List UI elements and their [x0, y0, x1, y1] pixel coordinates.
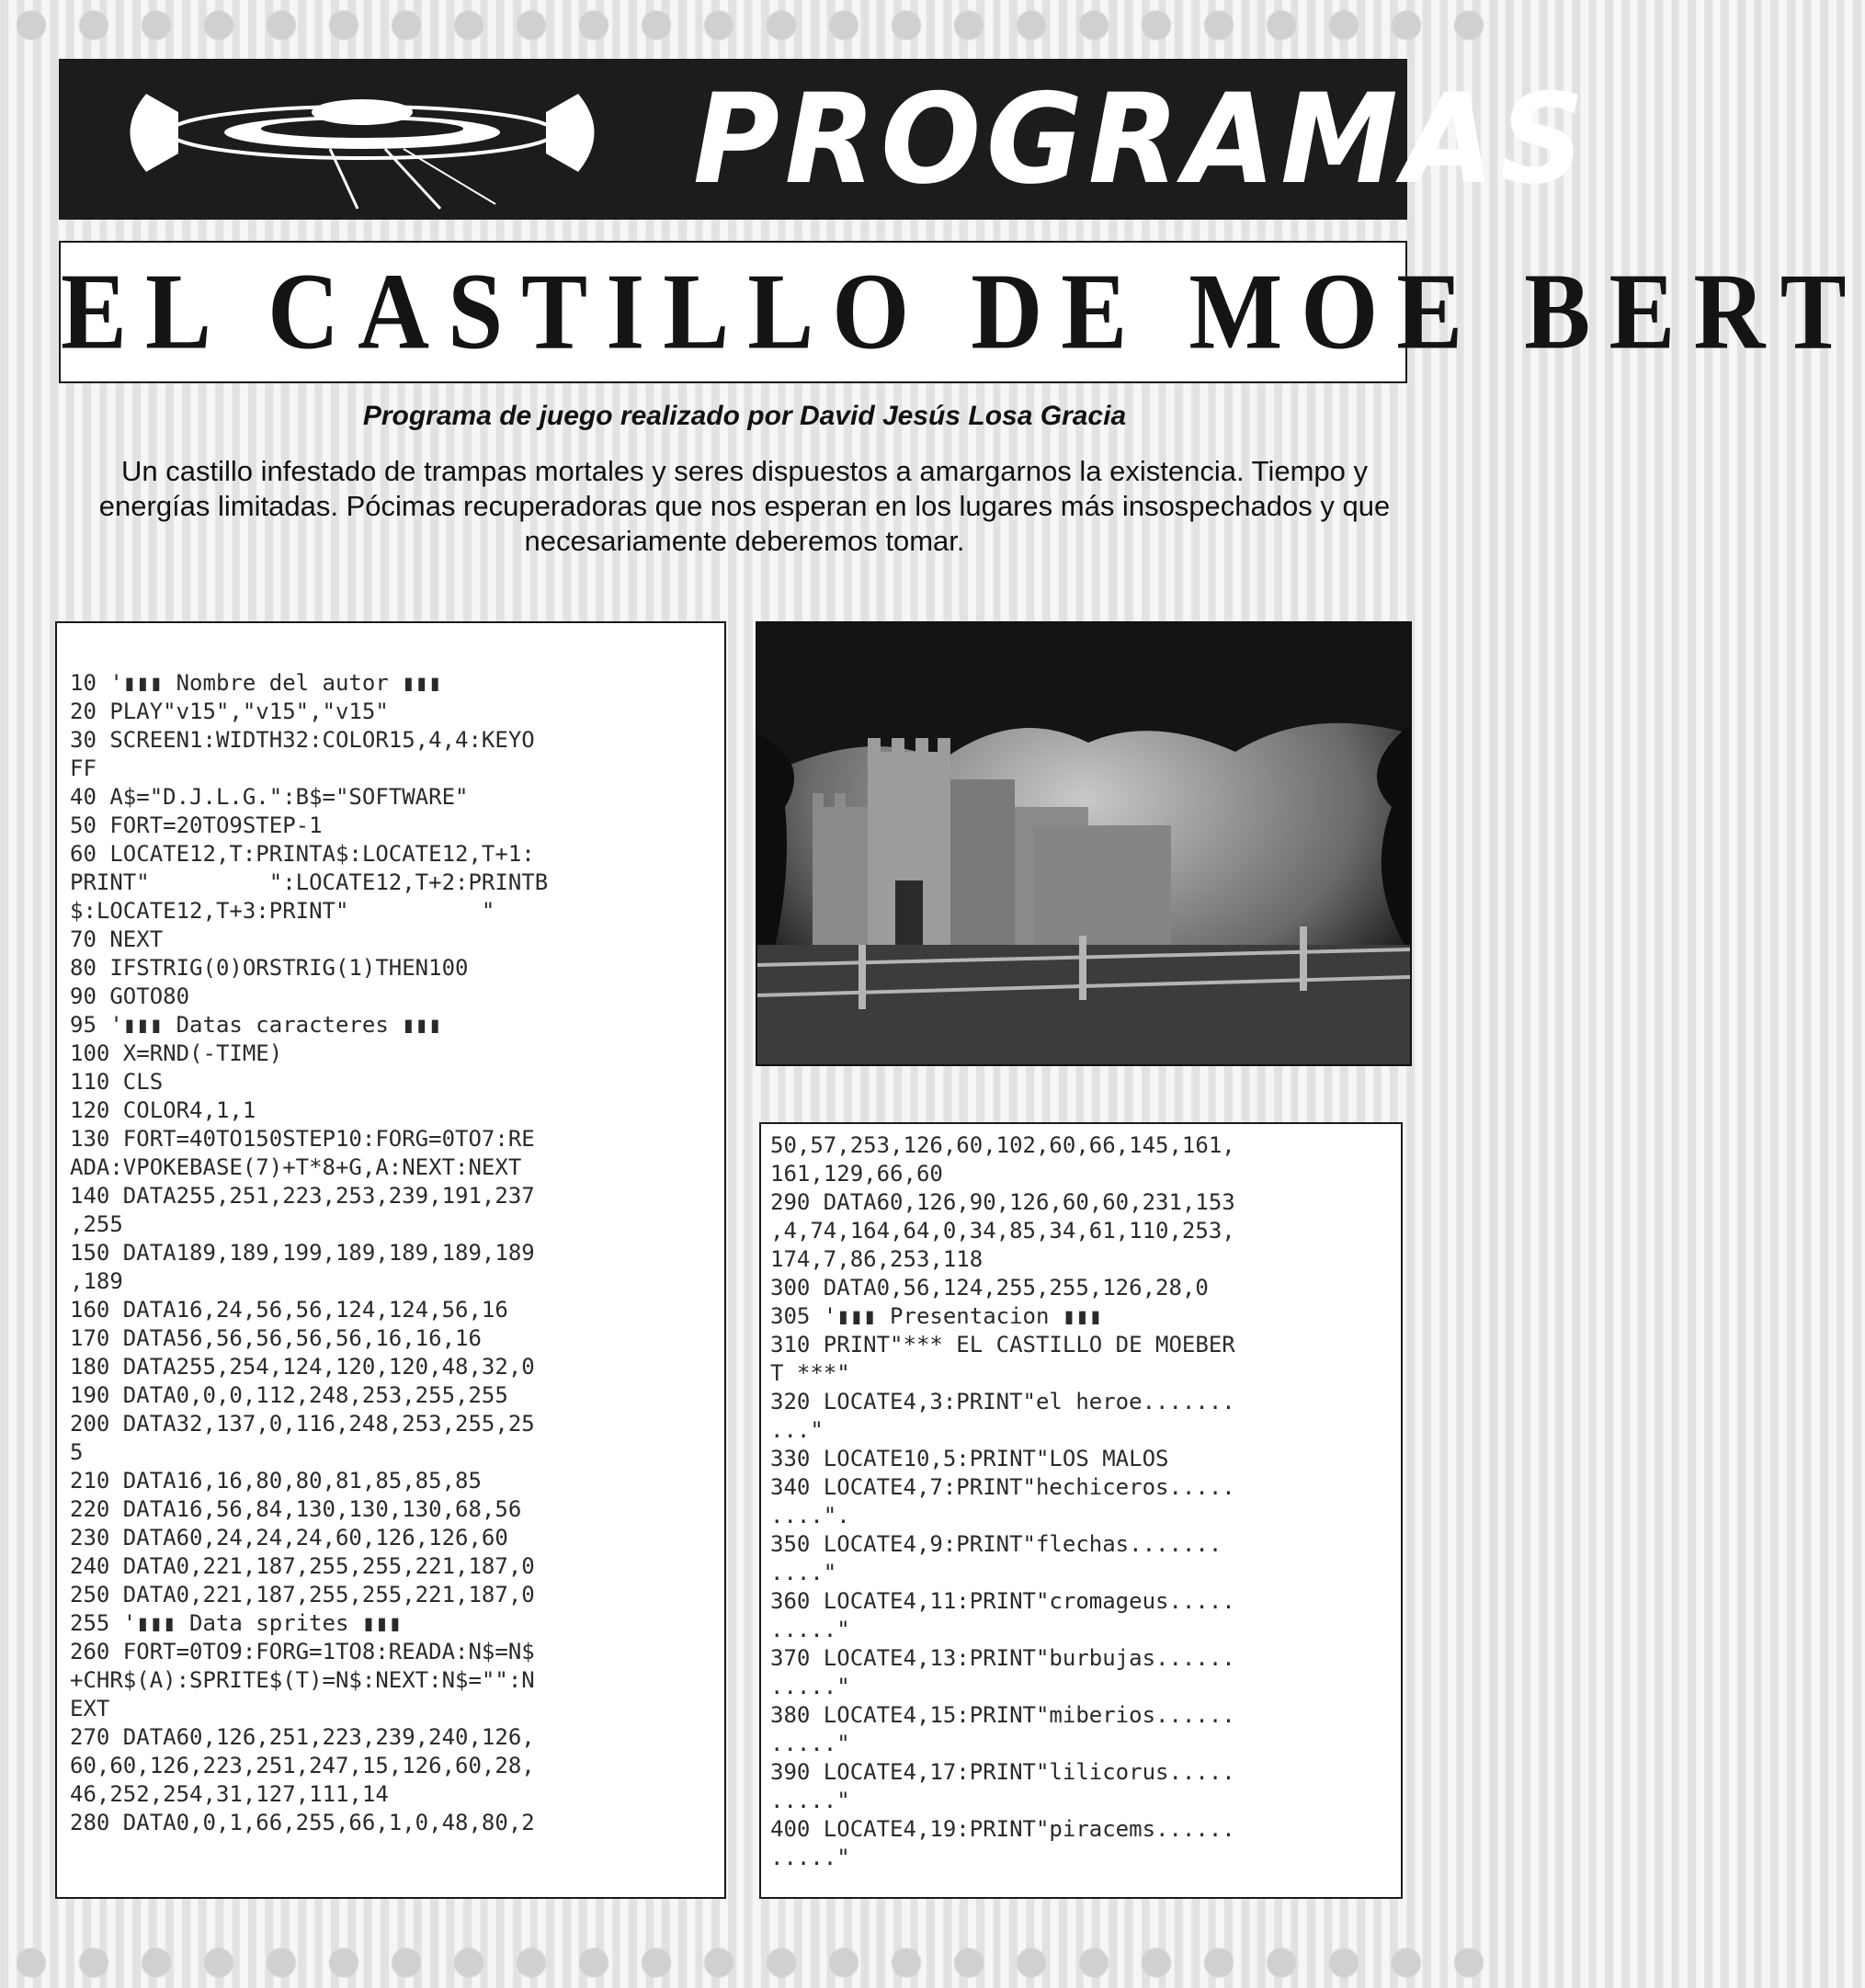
code-line: ,255 — [70, 1211, 123, 1237]
spaceship-illustration — [109, 75, 624, 213]
code-line: ....". — [770, 1503, 850, 1528]
code-line: 150 DATA189,189,199,189,189,189,189 — [70, 1240, 535, 1266]
code-line: ....." — [770, 1731, 850, 1756]
code-listing-left — [55, 621, 726, 1899]
code-line: 5 — [70, 1439, 84, 1465]
code-line: ,4,74,164,64,0,34,85,34,61,110,253, — [770, 1218, 1235, 1244]
code-line: 255 '▮▮▮ Data sprites ▮▮▮ — [70, 1610, 403, 1636]
code-line: 290 DATA60,126,90,126,60,60,231,153 — [770, 1189, 1235, 1215]
section-title: PROGRAMAS — [693, 67, 1590, 211]
section-header-banner — [59, 59, 1590, 220]
code-line: 110 CLS — [70, 1069, 164, 1095]
code-line: 400 LOCATE4,19:PRINT"piracems...... — [770, 1816, 1235, 1842]
code-line: 330 LOCATE10,5:PRINT"LOS MALOS — [770, 1446, 1169, 1471]
code-line: 174,7,86,253,118 — [770, 1246, 984, 1272]
code-line: 280 DATA0,0,1,66,255,66,1,0,48,80,2 — [70, 1810, 535, 1835]
code-line: 360 LOCATE4,11:PRINT"cromageus..... — [770, 1588, 1235, 1614]
code-line: 95 '▮▮▮ Datas caracteres ▮▮▮ — [70, 1012, 442, 1038]
code-line: 250 DATA0,221,187,255,255,221,187,0 — [70, 1582, 535, 1607]
code-line: 10 '▮▮▮ Nombre del autor ▮▮▮ — [70, 670, 442, 696]
code-line: 46,252,254,31,127,111,14 — [70, 1781, 389, 1807]
code-line: 200 DATA32,137,0,116,248,253,255,25 — [70, 1411, 535, 1437]
code-line: 60 LOCATE12,T:PRINTA$:LOCATE12,T+1: — [70, 841, 535, 867]
code-line: ....." — [770, 1617, 850, 1642]
code-line: ADA:VPOKEBASE(7)+T*8+G,A:NEXT:NEXT — [70, 1154, 522, 1180]
code-line: 100 X=RND(-TIME) — [70, 1040, 283, 1066]
code-line: FF — [70, 755, 97, 781]
article-title: EL CASTILLO DE MOE BERT — [61, 252, 1865, 372]
decorative-dot-row-bottom — [0, 1937, 1489, 1988]
code-line: ,189 — [70, 1268, 123, 1294]
castle-scene — [757, 623, 1410, 1064]
code-line: 230 DATA60,24,24,24,60,126,126,60 — [70, 1525, 508, 1551]
code-line: 160 DATA16,24,56,56,124,124,56,16 — [70, 1297, 508, 1323]
code-line: 190 DATA0,0,0,112,248,253,255,255 — [70, 1382, 508, 1408]
code-line: ....." — [770, 1674, 850, 1699]
code-line: 120 COLOR4,1,1 — [70, 1097, 256, 1123]
code-line: 260 FORT=0TO9:FORG=1TO8:READA:N$=N$ — [70, 1639, 535, 1664]
castle-screenshot-image — [756, 621, 1412, 1066]
code-line: 390 LOCATE4,17:PRINT"lilicorus..... — [770, 1759, 1235, 1785]
code-line: 380 LOCATE4,15:PRINT"miberios...... — [770, 1702, 1235, 1728]
code-line: 60,60,126,223,251,247,15,126,60,28, — [70, 1753, 535, 1778]
code-line: ...." — [770, 1560, 837, 1585]
code-line: 90 GOTO80 — [70, 983, 190, 1009]
code-line: 340 LOCATE4,7:PRINT"hechiceros..... — [770, 1474, 1235, 1500]
code-line: 370 LOCATE4,13:PRINT"burbujas...... — [770, 1645, 1235, 1671]
code-line: 210 DATA16,16,80,80,81,85,85,85 — [70, 1468, 482, 1494]
code-line: 161,129,66,60 — [770, 1161, 943, 1187]
code-line: 50,57,253,126,60,102,60,66,145,161, — [770, 1132, 1235, 1158]
code-line: 350 LOCATE4,9:PRINT"flechas....... — [770, 1531, 1222, 1557]
code-line: 70 NEXT — [70, 926, 164, 952]
article-title-box — [59, 241, 1865, 383]
code-line: 220 DATA16,56,84,130,130,130,68,56 — [70, 1496, 522, 1522]
code-line: 300 DATA0,56,124,255,255,126,28,0 — [770, 1275, 1209, 1301]
code-line: 240 DATA0,221,187,255,255,221,187,0 — [70, 1553, 535, 1579]
code-line: 20 PLAY"v15","v15","v15" — [70, 699, 389, 724]
article-intro: Un castillo infestado de trampas mortales y seres dispuestos a amargarnos la existencia. Tiempo y energías limitadas. Pócimas recuperadoras que nos esperan en los lugares más insospechados y que necesariamente deberemos tomar. — [98, 455, 1391, 557]
code-line: 180 DATA255,254,124,120,120,48,32,0 — [70, 1354, 535, 1380]
code-line: ....." — [770, 1788, 850, 1813]
code-line: +CHR$(A):SPRITE$(T)=N$:NEXT:N$="":N — [70, 1667, 535, 1693]
code-line: PRINT" ":LOCATE12,T+2:PRINTB — [70, 869, 549, 895]
code-listing-right — [759, 1122, 1403, 1899]
code-line: EXT — [70, 1696, 110, 1721]
code-line: 305 '▮▮▮ Presentacion ▮▮▮ — [770, 1303, 1103, 1329]
code-line: ..." — [770, 1417, 824, 1443]
code-line: 170 DATA56,56,56,56,56,16,16,16 — [70, 1325, 482, 1351]
code-line: 310 PRINT"*** EL CASTILLO DE MOEBER — [770, 1332, 1235, 1358]
code-line: 320 LOCATE4,3:PRINT"el heroe....... — [770, 1389, 1235, 1414]
code-line: 130 FORT=40TO150STEP10:FORG=0TO7:RE — [70, 1126, 535, 1152]
code-line: 50 FORT=20TO9STEP-1 — [70, 812, 323, 838]
code-line: T ***" — [770, 1360, 850, 1386]
code-line: 30 SCREEN1:WIDTH32:COLOR15,4,4:KEYO — [70, 727, 535, 753]
code-line: 40 A$="D.J.L.G.":B$="SOFTWARE" — [70, 784, 469, 810]
code-line: $:LOCATE12,T+3:PRINT" " — [70, 898, 495, 924]
code-line: 140 DATA255,251,223,253,239,191,237 — [70, 1183, 535, 1209]
code-line: 270 DATA60,126,251,223,239,240,126, — [70, 1724, 535, 1750]
code-line: ....." — [770, 1845, 850, 1870]
article-byline: Programa de juego realizado por David Jesús Losa Gracia — [362, 401, 1127, 431]
decorative-dot-row-top — [0, 0, 1489, 51]
code-line: 80 IFSTRIG(0)ORSTRIG(1)THEN100 — [70, 955, 469, 981]
